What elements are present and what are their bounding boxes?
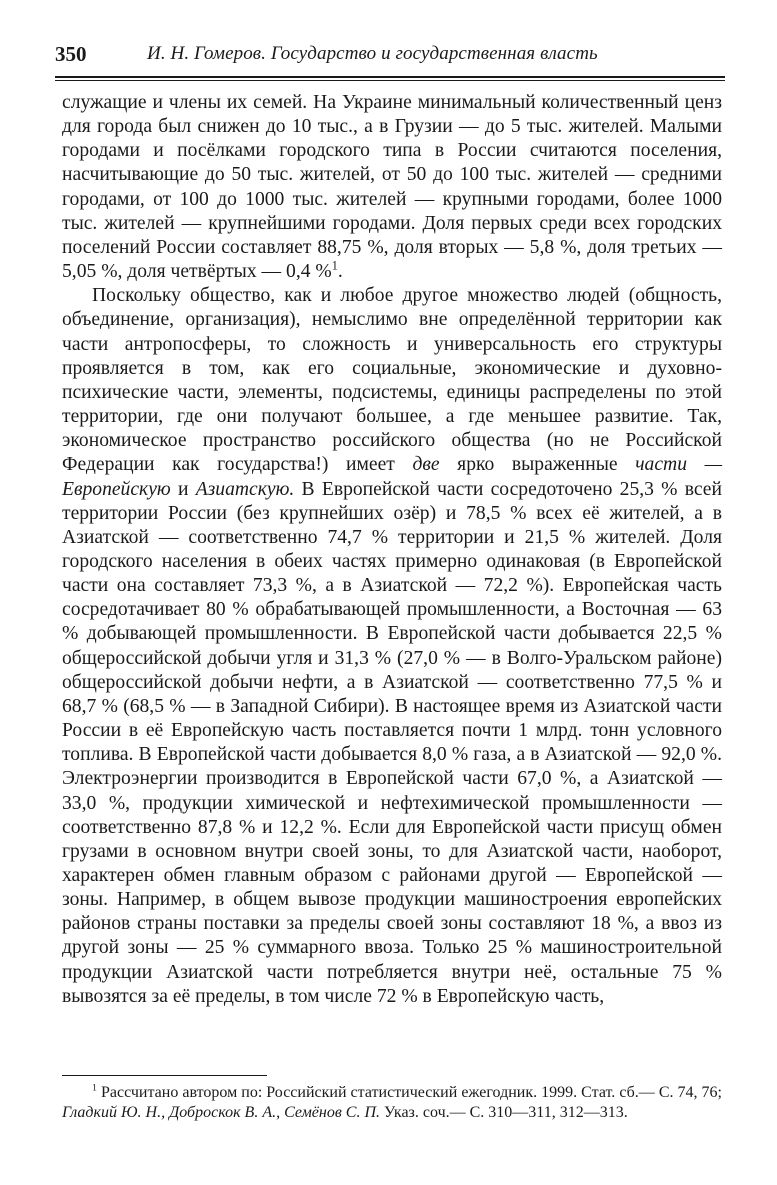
paragraph-2-part-b: ярко выраженные (439, 454, 636, 476)
paragraph-2-part-c: и (170, 478, 196, 500)
page-header (55, 42, 725, 68)
page-number: 350 (55, 42, 87, 66)
header-rule-thin (55, 80, 725, 81)
footnote-reference: 1 (331, 258, 338, 273)
footnote-text-b: Указ. соч.— С. 310—311, 312—313. (380, 1104, 628, 1121)
footnote-mark: 1 (92, 1082, 97, 1094)
emphasis-asian: Азиатскую. (195, 478, 295, 500)
emphasis-parts-european: части — Европейскую (62, 454, 722, 500)
header-rule-thick (55, 76, 725, 78)
paragraph-1-text: служащие и члены их семей. На Украине минимальный количественный ценз для города был снижен до 10 тыс., а в Грузии — до 5 тыс. жителей. Малыми городами и посёлками городского типа в России считаются поселения, насчитывающие до 50 тыс. жителей, от 50 до 100 тыс. жителей — средними городами, от 100 до 1000 тыс. жителей — крупными городами, более 1000 тыс. жителей — крупнейшими городами. Доля первых среди всех городских поселений России составляет 88,75 %, доля вторых — 5,8 %, доля третьих — 5,05 %, доля четвёртых — 0,4 % (62, 92, 722, 283)
main-text (62, 91, 722, 1009)
paragraph-1 (62, 91, 722, 284)
paragraph-1-end: . (337, 261, 343, 283)
emphasis-two: две (412, 454, 440, 476)
footnote-authors: Гладкий Ю. Н., Доброскок В. А., Семёнов С. П. (62, 1104, 380, 1121)
footnote (62, 1083, 722, 1123)
footnote-text-a: Рассчитано автором по: Российский статистический ежегодник. 1999. Стат. сб.— С. 74, 76; (96, 1084, 722, 1101)
paragraph-2-part-d: В Европейской части сосредоточено 25,3 % всей территории России (без крупнейших озёр) и 78,5 % всех её жителей, а в Азиатской — соответственно 74,7 % территории и 21,5 % жителей. Доля городского населения в обеих частях примерно одинаковая (в Европейской части она составляет 73,3 %, а в Азиатской — 72,2 %). Европейская часть сосредотачивает 80 % обрабатывающей промышленности, а Восточная — 63 % добывающей промышленности. В Европейской части добывается 22,5 % общероссийской добычи угля и 31,3 % (27,0 % — в Волго-Уральском районе) общероссийской добычи нефти, а в Азиатской — соответственно 77,5 % и 68,7 % (68,5 % — в Западной Сибири). В настоящее время из Азиатской части России в её Европейскую часть поставляется почти 1 млрд. тонн условного топлива. В Европейской части добывается 8,0 % газа, а в Азиатской — 92,0 %. Электроэнергии производится в Европейской части 67,0 %, а Азиатской — 33,0 %, продукции химической и нефтехимической промышленности — соответственно 87,8 % и 12,2 %. Если для Европейской части присущ обмен грузами в основном внутри своей зоны, то для Азиатской части, наоборот, характерен обмен главным образом с районами другой — Европейской — зоны. Например, в общем вывозе продукции машиностроения европейских районов страны поставки за пределы своей зоны составляют 18 %, а ввоз из другой зоны — 25 % суммарного ввоза. Только 25 % машиностроительной продукции Азиатской части потребляется внутри неё, остальные 75 % вывозятся за её пределы, в том числе 72 % в Европейскую часть, (62, 478, 722, 1007)
paragraph-2-part-a: Поскольку общество, как и любое другое множество людей (общность, объединение, организация), немыслимо вне определённой территории как части антропосферы, то сложность и универсальность его структуры проявляется в том, как его социальные, экономические и духовно-психические части, элементы, подсистемы, единицы распределены по этой территории, где они получают большее, а где меньшее развитие. Так, экономическое пространство российского общества (но не Российской Федерации как государства!) имеет (62, 285, 722, 476)
paragraph-2 (62, 284, 722, 1009)
footnote-rule (62, 1075, 267, 1076)
running-head: И. Н. Гомеров. Государство и государственная власть (147, 43, 598, 64)
